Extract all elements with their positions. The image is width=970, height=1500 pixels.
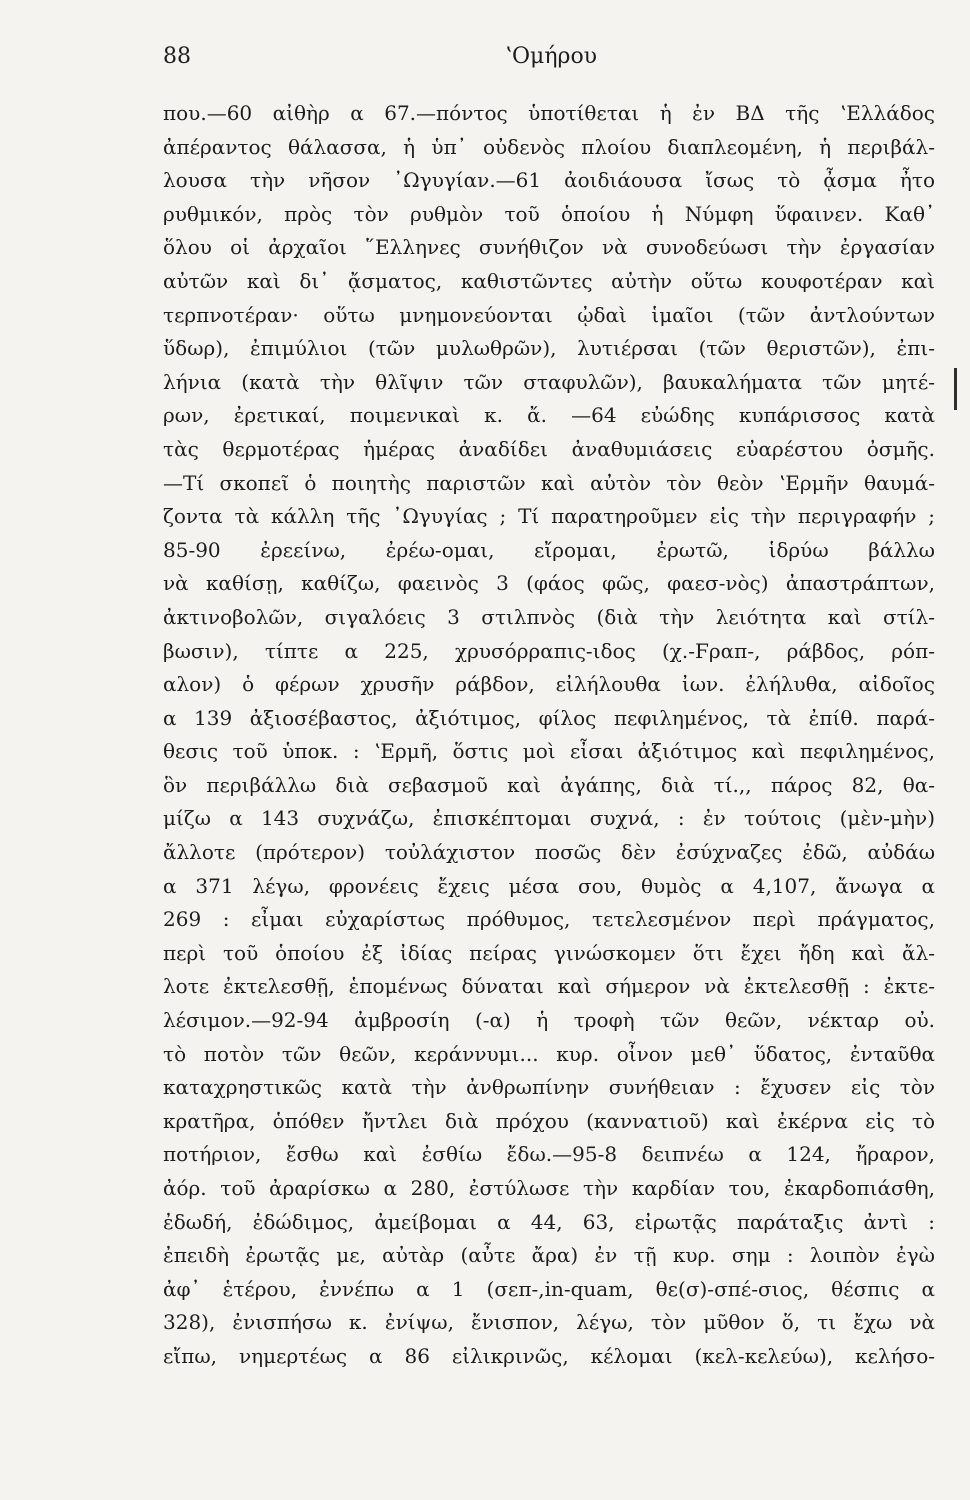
- text-line: ὅλου οἱ ἀρχαῖοι ῞Ελληνες συνήθιζον νὰ συνοδεύωσι τὴν ἐργασίαν: [163, 235, 935, 260]
- text-line: αὐτῶν καὶ δι᾿ ᾄσματος, καθιστῶντες αὐτὴν οὕτω κουφοτέραν καὶ: [163, 268, 935, 293]
- text-line: βωσιν), τίπτε α 225, χρυσόρραπις-ιδος (χ.-Ϝραπ-, ράβδος, ρόπ-: [163, 638, 935, 663]
- text-line: ἀφ᾿ ἑτέρου, ἐννέπω α 1 (σεπ-,in-quam, θε(σ)-σπέ-σιος, θέσπις α: [163, 1276, 935, 1301]
- text-line: ρων, ἐρετικαί, ποιμενικαὶ κ. ἄ. —64 εὐώδης κυπάρισσος κατὰ: [163, 403, 935, 428]
- text-line: 328), ἐνισπήσω κ. ἐνίψω, ἔνισπον, λέγω, τὸν μῦθον ὅ, τι ἔχω νὰ: [163, 1310, 935, 1335]
- text-line: α 371 λέγω, φρονέεις ἔχεις μέσα σου, θυμὸς α 4,107, ἄνωγα α: [163, 873, 935, 898]
- text-line: που.—60 αἰθὴρ α 67.—πόντος ὑποτίθεται ἡ ἐν ΒΔ τῆς ʽΕλλάδος: [163, 101, 935, 125]
- text-line: ἀκτινοβολῶν, σιγαλόεις 3 στιλπνὸς (διὰ τὴν λειότητα καὶ στίλ-: [163, 604, 935, 629]
- page-header: [163, 44, 933, 78]
- text-line: λέσιμον.—92-94 ἀμβροσίη (-α) ἡ τροφὴ τῶν θεῶν, νέκταρ οὐ.: [163, 1008, 935, 1033]
- text-line: θεσις τοῦ ὑποκ. : ʽΕρμῆ, ὅστις μοὶ εἶσαι ἀξιότιμος καὶ πεφιλημένος,: [163, 739, 935, 764]
- text-line: α 139 ἀξιοσέβαστος, ἀξιότιμος, φίλος πεφιλημένος, τὰ ἐπίθ. παρά-: [163, 705, 935, 730]
- text-line: ἀπέραντος θάλασσα, ἡ ὑπ᾿ οὐδενὸς πλοίου διαπλεομένη, ἡ περιβάλ-: [163, 134, 935, 159]
- text-line: τὰς θερμοτέρας ἡμέρας ἀναδίδει ἀναθυμιάσεις εὐαρέστου ὀσμῆς.: [163, 436, 935, 461]
- text-line: αλον) ὁ φέρων χρυσῆν ράβδον, εἰλήλουθα ἰων. ἐλήλυθα, αἰδοῖος: [163, 672, 935, 697]
- text-line: ὃν περιβάλλω διὰ σεβασμοῦ καὶ ἀγάπης, διὰ τί.,, πάρος 82, θα-: [163, 772, 935, 797]
- text-line: ποτήριον, ἔσθω καὶ ἐσθίω ἔδω.—95-8 δειπνέω α 124, ἤραρον,: [163, 1142, 935, 1167]
- text-line: 269 : εἶμαι εὐχαρίστως πρόθυμος, τετελεσμένον περὶ πράγματος,: [163, 907, 935, 932]
- text-line: —Τί σκοπεῖ ὁ ποιητὴς παριστῶν καὶ αὐτὸν τὸν θεὸν ʽΕρμῆν θαυμά-: [163, 470, 935, 495]
- page-number: 88: [163, 44, 191, 69]
- text-line: περὶ τοῦ ὁποίου ἐξ ἰδίας πείρας γινώσκομεν ὅτι ἔχει ἤδη καὶ ἄλ-: [163, 940, 935, 965]
- commentary-text: [163, 97, 935, 1437]
- text-line: νὰ καθίσῃ, καθίζω, φαεινὸς 3 (φάος φῶς, φαεσ-νὸς) ἀπαστράπτων,: [163, 571, 935, 596]
- text-line: ἐδωδή, ἐδώδιμος, ἀμείβομαι α 44, 63, εἰρωτᾷς παράταξις ἀντὶ :: [163, 1209, 935, 1234]
- running-title: ʽΟμήρου: [505, 44, 598, 69]
- text-line: τὸ ποτὸν τῶν θεῶν, κεράννυμι... κυρ. οἶνον μεθ᾿ ὕδατος, ἐνταῦθα: [163, 1041, 935, 1066]
- text-line: λήνια (κατὰ τὴν θλῖψιν τῶν σταφυλῶν), βαυκαλήματα τῶν μητέ-: [163, 369, 935, 394]
- text-line: 85-90 ἐρεείνω, ἐρέω-ομαι, εἴρομαι, ἐρωτῶ, ἱδρύω βάλλω: [163, 537, 935, 562]
- text-line: λουσα τὴν νῆσον ᾿Ωγυγίαν.—61 ἀοιδιάουσα ἴσως τὸ ᾆσμα ἦτο: [163, 168, 935, 193]
- text-line: ζοντα τὰ κάλλη τῆς ᾿Ωγυγίας ; Τί παρατηροῦμεν εἰς τὴν περιγραφήν ;: [163, 504, 935, 529]
- text-line: ρυθμικόν, πρὸς τὸν ρυθμὸν τοῦ ὁποίου ἡ Νύμφη ὕφαινεν. Καθ᾿: [163, 201, 935, 226]
- text-line: ἐπειδὴ ἐρωτᾷς με, αὐτὰρ (αὖτε ἄρα) ἐν τῇ κυρ. σημ : λοιπὸν ἐγὼ: [163, 1243, 935, 1268]
- text-line: ἀόρ. τοῦ ἀραρίσκω α 280, ἐστύλωσε τὴν καρδίαν του, ἐκαρδοπιάσθη,: [163, 1176, 935, 1200]
- text-line: εἴπω, νημερτέως α 86 εἰλικρινῶς, κέλομαι (κελ-κελεύω), κελήσο-: [163, 1343, 935, 1368]
- text-line: μίζω α 143 συχνάζω, ἐπισκέπτομαι συχνά, : ἐν τούτοις (μὲν-μὴν): [163, 806, 935, 831]
- text-line: ὕδωρ), ἐπιμύλιοι (τῶν μυλωθρῶν), λυτιέρσαι (τῶν θεριστῶν), ἐπι-: [163, 336, 935, 361]
- text-line: κρατῆρα, ὁπόθεν ἤντλει διὰ πρόχου (καννατιοῦ) καὶ ἐκέρνα εἰς τὸ: [163, 1108, 935, 1133]
- text-line: ἄλλοτε (πρότερον) τοὐλάχιστον ποσῶς δὲν ἐσύχναζες ἐδῶ, αὐδάω: [163, 840, 935, 865]
- text-line: τερπνοτέραν· οὕτω μνημονεύονται ᾠδαὶ ἱμαῖοι (τῶν ἀντλούντων: [163, 302, 935, 327]
- scan-edge-mark: [954, 368, 957, 410]
- text-line: καταχρηστικῶς κατὰ τὴν ἀνθρωπίνην συνήθειαν : ἔχυσεν εἰς τὸν: [163, 1075, 935, 1100]
- text-line: λοτε ἐκτελεσθῇ, ἑπομένως δύναται καὶ σήμερον νὰ ἐκτελεσθῇ : ἐκτε-: [163, 974, 935, 999]
